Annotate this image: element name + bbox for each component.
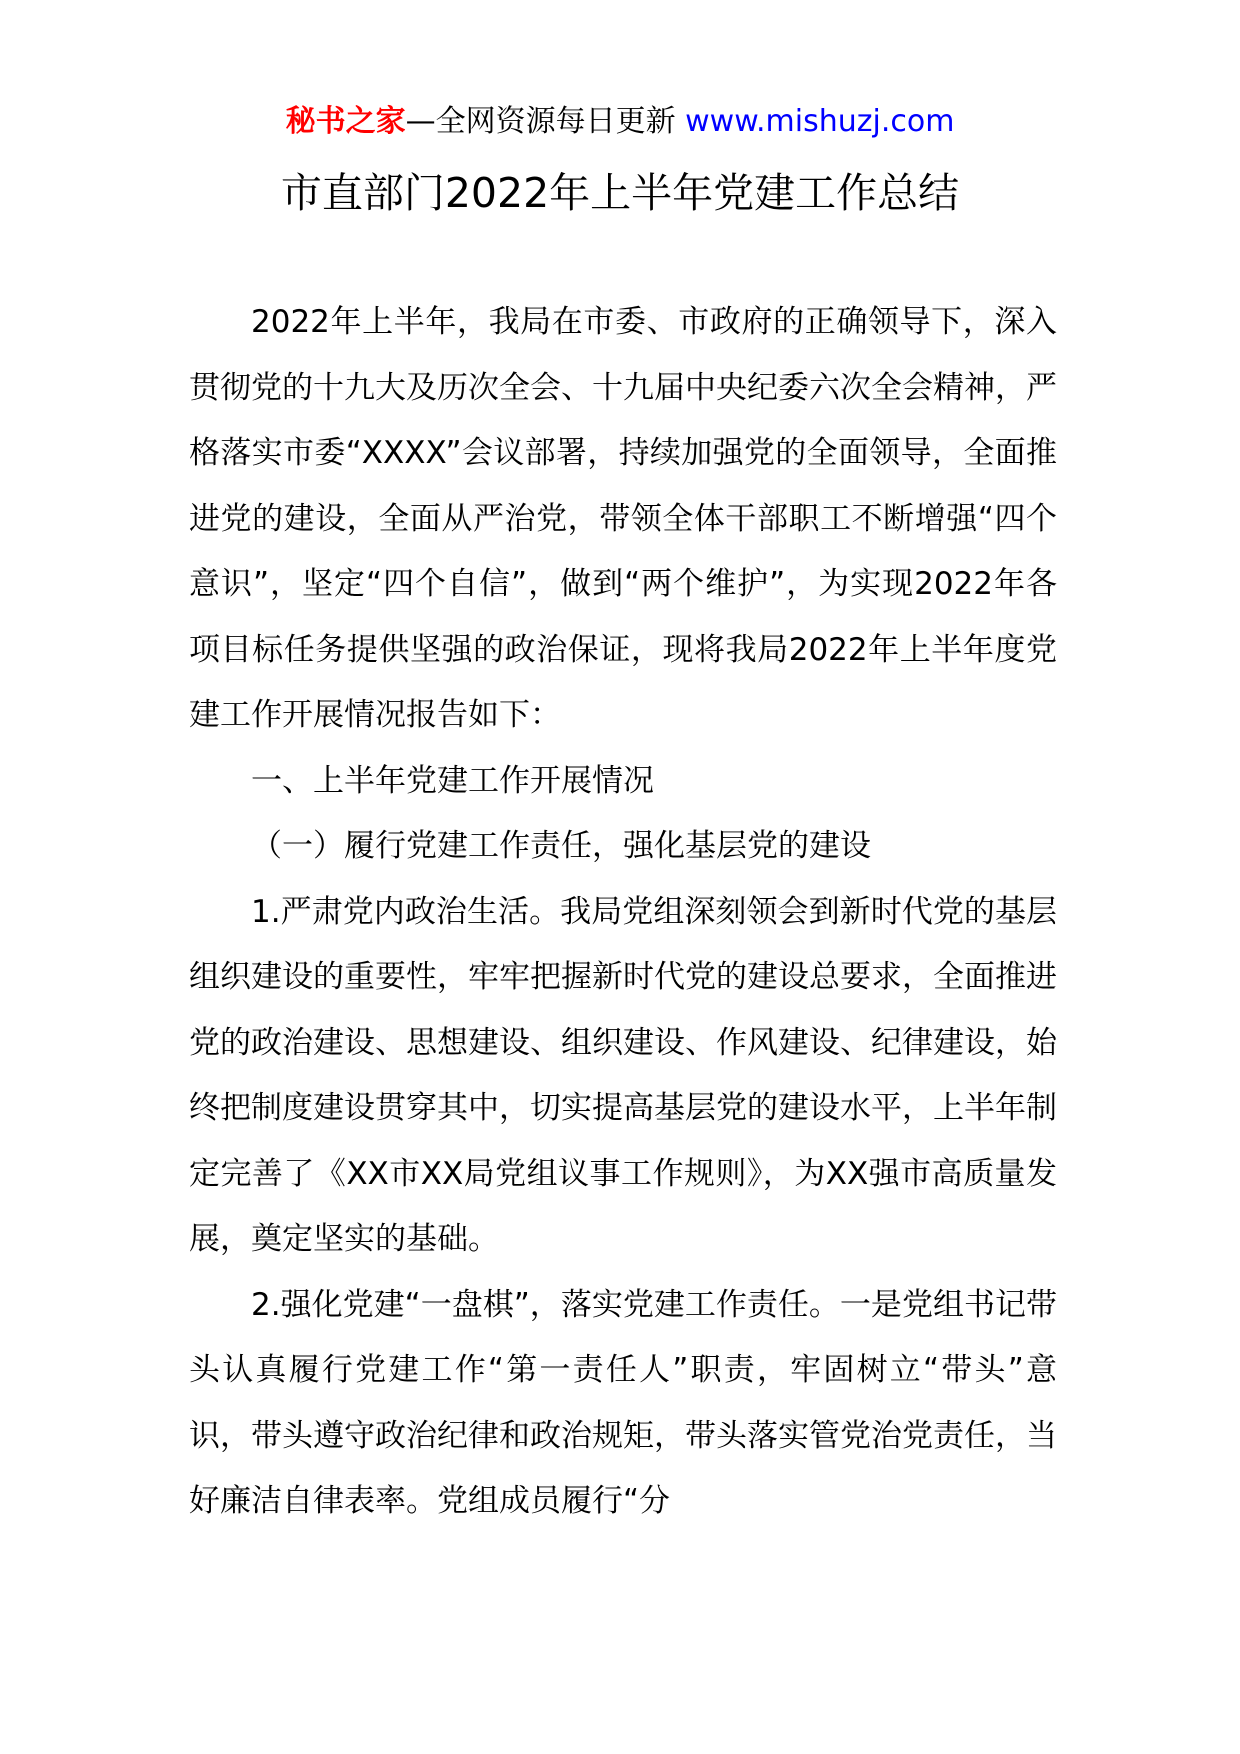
site-url-link[interactable]: www.mishuzj.com — [685, 104, 955, 139]
paragraph-intro: 2022年上半年，我局在市委、市政府的正确领导下，深入贯彻党的十九大及历次全会、十九届中央纪委六次全会精神，严格落实市委“XXXX”会议部署，持续加强党的全面领导，全面推进党的建设，全面从严治党，带领全体干部职工不断增强“四个意识”，坚定“四个自信”，做到“两个维护”，为实现2022年各项目标任务提供坚强的政治保证，现将我局2022年上半年度党建工作开展情况报告如下： — [189, 304, 1057, 733]
paragraph-item-1: 1.严肃党内政治生活。我局党组深刻领会到新时代党的基层组织建设的重要性，牢牢把握新时代党的建设总要求，全面推进党的政治建设、思想建设、组织建设、作风建设、纪律建设，始终把制度建设贯穿其中，切实提高基层党的建设水平，上半年制定完善了《XX市XX局党组议事工作规则》，为XX强市高质量发展，奠定坚实的基础。 — [189, 893, 1057, 1257]
site-header — [0, 100, 1240, 144]
subsection-heading: （一）履行党建工作责任，强化基层党的建设 — [251, 828, 871, 864]
section-heading: 一、上半年党建工作开展情况 — [251, 762, 654, 799]
document-body — [189, 290, 1057, 1535]
document-title: 市直部门2022年上半年党建工作总结 — [280, 169, 960, 217]
paragraph-item-2: 2.强化党建“一盘棋”，落实党建工作责任。一是党组书记带头认真履行党建工作“第一责任人”职责，牢固树立“带头”意识，带头遵守政治纪律和政治规矩，带头落实管党治党责任，当好廉洁自律表率。党组成员履行“分 — [189, 1286, 1057, 1519]
site-brand: 秘书之家 — [285, 104, 406, 139]
site-slogan: —全网资源每日更新 — [405, 104, 676, 139]
